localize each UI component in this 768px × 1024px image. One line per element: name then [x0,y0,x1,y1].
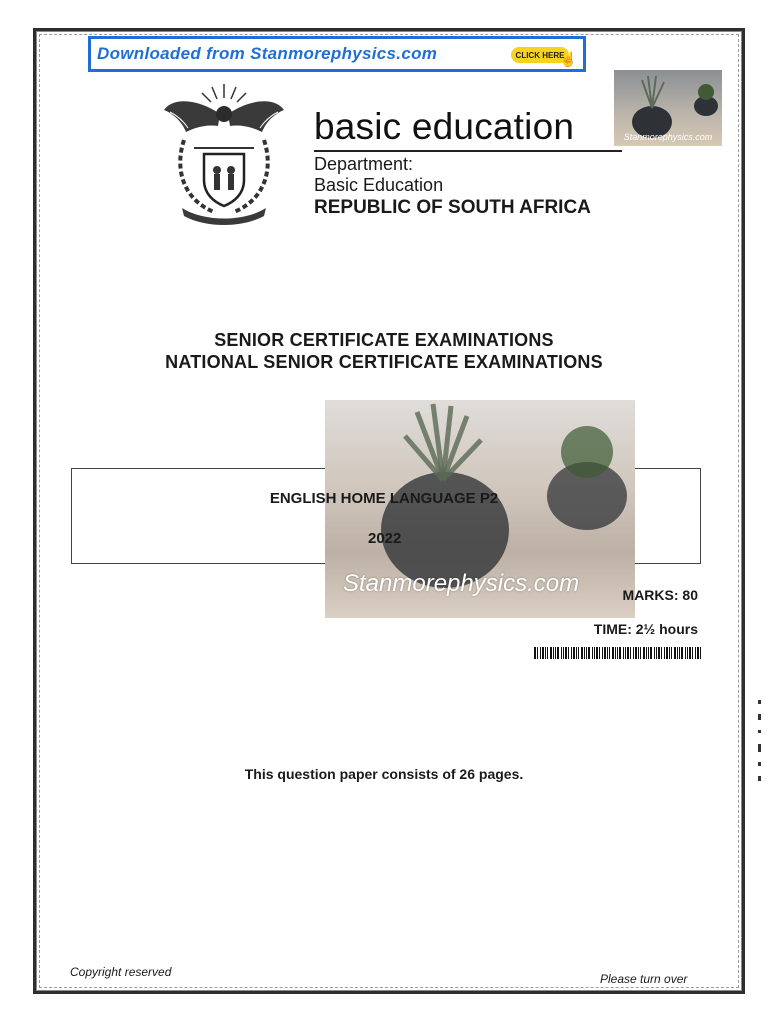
country-name: REPUBLIC OF SOUTH AFRICA [314,197,591,218]
time-label: TIME: 2½ hours [593,621,698,637]
watermark-text: Stanmorephysics.com [343,570,580,597]
pages-note: This question paper consists of 26 pages. [244,766,524,782]
scan-edge-marks [756,700,764,790]
marks-label: MARKS: 80 [622,587,698,603]
click-here-label: CLICK HERE [515,50,565,60]
watermark-photo[interactable] [325,400,635,618]
department-label: Department: [314,154,414,174]
department-name: Basic Education [314,175,444,195]
barcode [534,647,702,659]
subject-year: 2022 [368,530,402,547]
exam-title-line1: SENIOR CERTIFICATE EXAMINATIONS [214,330,554,350]
subject-title: ENGLISH HOME LANGUAGE P2 [269,490,499,507]
download-link[interactable]: Downloaded from Stanmorephysics.com [97,44,438,63]
stanmore-thumbnail[interactable] [614,70,722,146]
brand-underline [314,150,622,152]
click-here-button[interactable] [511,47,577,67]
coat-of-arms-icon [160,80,288,226]
copyright-notice: Copyright reserved [70,965,172,979]
brand-title: basic education [314,106,575,147]
hand-pointer-icon: ☝ [559,51,577,67]
thumbnail-caption: Stanmorephysics.com [623,132,713,142]
exam-title-line2: NATIONAL SENIOR CERTIFICATE EXAMINATIONS [165,352,603,372]
turn-over-note: Please turn over [600,972,688,986]
download-banner[interactable] [88,36,586,72]
